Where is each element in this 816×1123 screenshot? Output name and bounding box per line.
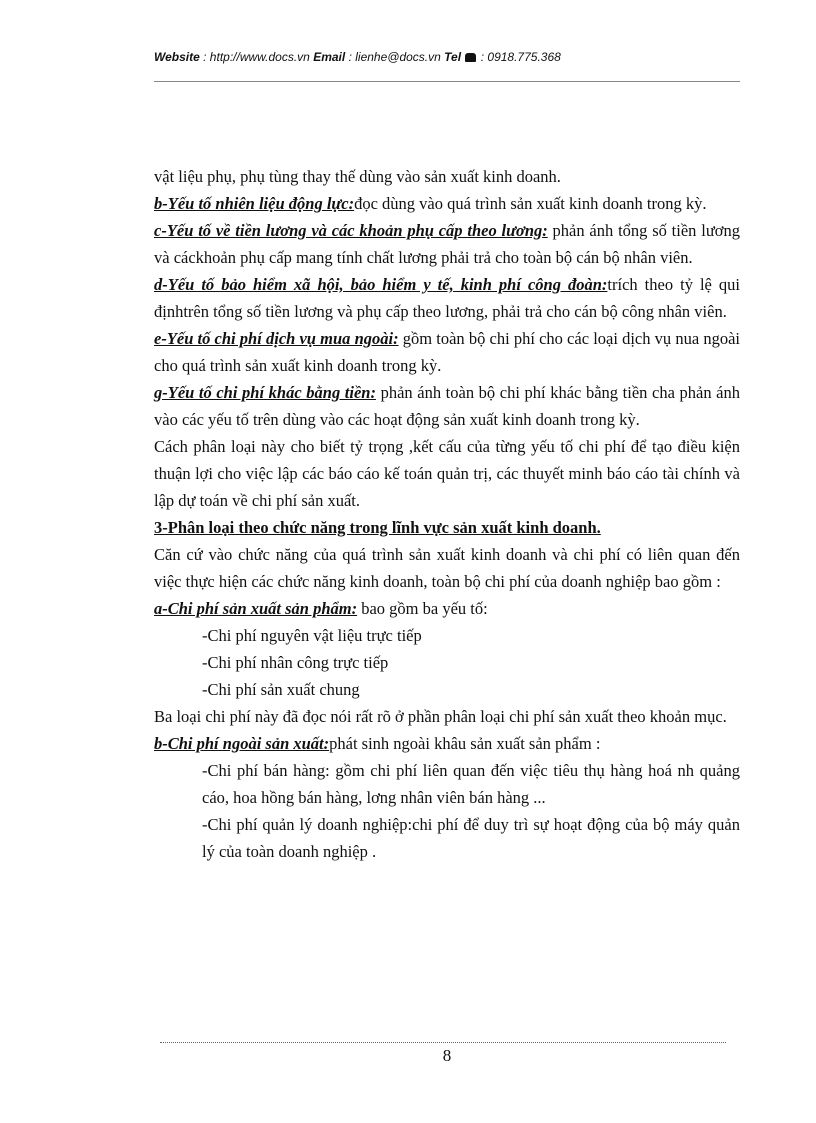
item-g-other-cash	[154, 379, 740, 433]
item-b2-text: phát sinh ngoài khâu sản xuất sản phẩm :	[329, 734, 601, 753]
phone-icon	[465, 53, 476, 62]
item-c-label: c-Yếu tố về tiền lương và các khoản phụ cấp theo lương:	[154, 221, 548, 240]
paragraph-classification: Cách phân loại này cho biết tỷ trọng ,kết cấu của từng yếu tố chi phí để tạo điều kiện thuận lợi cho việc lập các báo cáo kế toán quản trị, các thuyết minh báo cáo tài chính và lập dự toán về chi phí sản xuất.	[154, 437, 740, 510]
website-label: Website	[154, 50, 200, 64]
item-a-text: bao gồm ba yếu tố:	[357, 599, 488, 618]
email-value: : lienhe@docs.vn	[348, 50, 441, 64]
item-b-text: đọc dùng vào quá trình sản xuất kinh doanh trong kỳ.	[354, 194, 707, 213]
website-value: : http://www.docs.vn	[203, 50, 310, 64]
item-d-insurance	[154, 271, 740, 325]
item-c-text: phản ánh tổng số tiền lương và cáckhoản phụ cấp mang tính chất lương phải trả cho toàn bộ cán bộ nhân viên.	[154, 221, 740, 267]
admin-expense-paragraph: -Chi phí quản lý doanh nghiệp:chi phí để duy trì sự hoạt động của bộ máy quản lý của toàn doanh nghiệp .	[202, 815, 740, 861]
header-divider	[154, 81, 740, 82]
item-b-label: b-Yếu tố nhiên liệu động lực:	[154, 194, 355, 213]
section-3-heading: 3-Phân loại theo chức năng trong lĩnh vực sản xuất kinh doanh.	[154, 518, 601, 537]
item-b-fuel	[154, 190, 740, 217]
item-g-label: g-Yếu tố chi phí khác bằng tiền:	[154, 383, 376, 402]
paragraph-materials: vật liệu phụ, phụ tùng thay thế dùng vào sản xuất kinh doanh.	[154, 167, 561, 186]
list-item: -Chi phí nhân công trực tiếp	[202, 653, 389, 672]
email-label: Email	[313, 50, 346, 64]
tel-value: : 0918.775.368	[480, 50, 561, 64]
item-b2-label: b-Chi phí ngoài sản xuất:	[154, 734, 330, 753]
paragraph-three-types: Ba loại chi phí này đã đọc nói rất rõ ở phần phân loại chi phí sản xuất theo khoản mục.	[154, 707, 727, 726]
tel-label: Tel	[444, 50, 462, 64]
item-d-label: d-Yếu tố bảo hiểm xã hội, bảo hiểm y tế, kinh phí công đoàn:	[154, 275, 608, 294]
selling-expense-paragraph: -Chi phí bán hàng: gồm chi phí liên quan đến việc tiêu thụ hàng hoá nh quảng cáo, hoa hồng bán hàng, lơng nhân viên bán hàng ...	[202, 761, 740, 807]
document-body	[154, 163, 740, 865]
list-item: -Chi phí sản xuất chung	[202, 680, 360, 699]
item-c-wages	[154, 217, 740, 271]
item-e-text: gồm toàn bộ chi phí cho các loại dịch vụ nua ngoài cho quá trình sản xuất kinh doanh trong kỳ.	[154, 329, 740, 375]
page-number: 8	[442, 1046, 452, 1065]
page-header	[154, 50, 754, 64]
item-g-text: phản ánh toàn bộ chi phí khác bằng tiền cha phản ánh vào các yếu tố trên dùng vào các hoạt động sản xuất kinh doanh trong kỳ.	[154, 383, 741, 429]
item-e-label: e-Yếu tố chi phí dịch vụ mua ngoài:	[154, 329, 399, 348]
item-b-non-production	[154, 730, 740, 757]
item-a-production	[154, 595, 740, 622]
item-a-label: a-Chi phí sản xuất sản phẩm:	[154, 599, 358, 618]
footer-divider	[160, 1042, 726, 1043]
list-item: -Chi phí nguyên vật liệu trực tiếp	[202, 626, 422, 645]
item-e-services	[154, 325, 740, 379]
paragraph-section-3: Căn cứ vào chức năng của quá trình sản xuất kinh doanh và chi phí có liên quan đến việc thực hiện các chức năng kinh doanh, toàn bộ chi phí của doanh nghiệp bao gồm :	[154, 545, 740, 591]
item-d-text: trích theo tỷ lệ qui địnhtrên tổng số tiền lương và phụ cấp theo lương, phải trả cho cán bộ công nhân viên.	[154, 275, 740, 321]
